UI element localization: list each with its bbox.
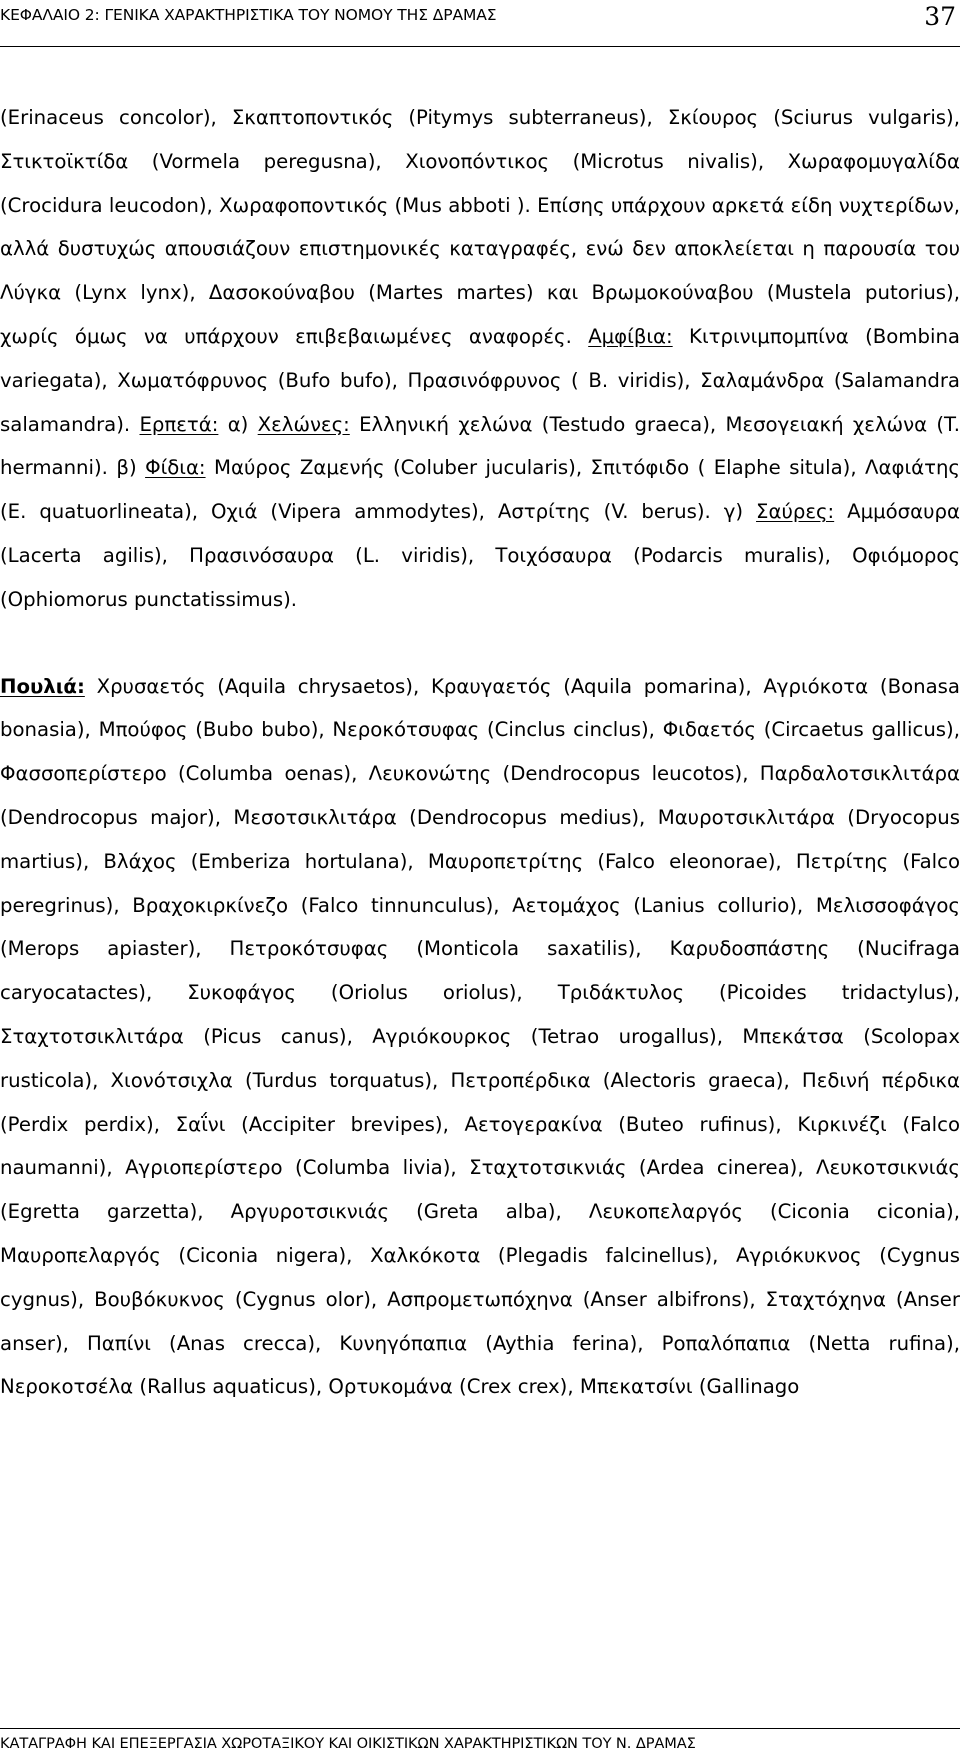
footer-title: ΚΑΤΑΓΡΑΦΗ ΚΑΙ ΕΠΕΞΕΡΓΑΣΙΑ ΧΩΡΟΤΑΞΙΚΟΥ ΚΑΙ ΟΙΚΙΣΤΙΚΩΝ ΧΑΡΑΚΤΗΡΙΣΤΙΚΩΝ ΤΟΥ Ν. ΔΡΑΜΑΣ (0, 1735, 696, 1752)
chapter-title: ΚΕΦΑΛΑΙΟ 2: ΓΕΝΙΚΑ ΧΑΡΑΚΤΗΡΙΣΤΙΚΑ ΤΟΥ ΝΟΜΟΥ ΤΗΣ ΔΡΑΜΑΣ (0, 6, 497, 24)
fauna-paragraph (0, 96, 960, 622)
page-header (0, 0, 960, 47)
reptiles-label: Ερπετά: (139, 412, 219, 436)
mammals-text: (Erinaceus concolor), Σκαπτοποντικός (Pitymys subterraneus), Σκίουρος (Sciurus vulgaris), Στικτοϊκτίδα (Vormela peregusna), Χιονοπόντικος (Microtus nivalis), Χωραφομυγαλίδα (Crocidura leucodon), Χωραφοποντικός (Mus abboti ). Επίσης υπάρχουν αρκετά είδη νυχτερίδων, αλλά δυστυχώς απουσιάζουν επιστημονικές καταγραφές, ενώ δεν αποκλείεται η παρουσία του Λύγκα (Lynx lynx), Δασοκούναβου (Martes martes) και Βρωμοκούναβου (Mustela putorius), χωρίς όμως να υπάρχουν επιβεβαιωμένες αναφορές. (0, 106, 960, 348)
lizards-label: Σαύρες: (756, 500, 835, 524)
lizards-text: Αμμόσαυρα (Lacerta agilis), Πρασινόσαυρα (L. viridis), Τοιχόσαυρα (Podarcis muralis), Οφιόμορος (Ophiomorus punctatissimus). (0, 500, 960, 611)
main-text (0, 96, 960, 1409)
turtles-text: Ελληνική χελώνα (Testudo graeca), Μεσογειακή χελώνα (T. hermanni). β) (0, 412, 960, 480)
turtles-label: Χελώνες: (257, 412, 350, 436)
birds-label: Πουλιά: (0, 674, 85, 698)
amphibians-text: Κιτρινιμπομπίνα (Bombina variegata), Χωματόφρυνος (Bufo bufo), Πρασινόφρυνος ( B. viridis), Σαλαμάνδρα (Salamandra salamandra). (0, 324, 960, 436)
snakes-text: Μαύρος Ζαμενής (Coluber jucularis), Σπιτόφιδο ( Elaphe situla), Λαφιάτης (E. quatuorlineata), Οχιά (Vipera ammodytes), Αστρίτης (V. berus). γ) (0, 456, 960, 524)
page-number: 37 (924, 2, 956, 31)
page-footer (0, 1728, 960, 1759)
paragraph-gap (0, 622, 960, 665)
snakes-label: Φίδια: (145, 456, 206, 480)
reptiles-marker-a: α) (218, 412, 258, 436)
birds-paragraph (0, 665, 960, 1410)
amphibians-label: Αμφίβια: (588, 324, 673, 348)
birds-text: Χρυσαετός (Aquila chrysaetos), Κραυγαετός (Aquila pomarina), Αγριόκοτα (Bonasa bonasia), Μπούφος (Bubo bubo), Νεροκότσυφας (Cinclus cinclus), Φιδαετός (Circaetus gallicus), Φασσοπερίστερο (Columba oenas), Λευκονώτης (Dendrocopus leucotos), Παρδαλοτσικλιτάρα (Dendrocopus major), Μεσοτσικλιτάρα (Dendrocopus medius), Μαυροτσικλιτάρα (Dryocopus martius), Βλάχος (Emberiza hortulana), Μαυροπετρίτης (Falco eleonorae), Πετρίτης (Falco peregrinus), Βραχοκιρκίνεζο (Falco tinnunculus), Αετομάχος (Lanius collurio), Μελισσοφάγος (Merops apiaster), Πετροκότσυφας (Monticola saxatilis), Καρυδοσπάστης (Nucifraga caryocatactes), Συκοφάγος (Oriolus oriolus), Τριδάκτυλος (Picoides tridactylus), Σταχτοτσικλιτάρα (Picus canus), Αγριόκουρκος (Tetrao urogallus), Μπεκάτσα (Scolopax rusticola), Χιονότσιχλα (Turdus torquatus), Πετροπέρδικα (Alectoris graeca), Πεδινή πέρδικα (Perdix perdix), Σαΐνι (Accipiter brevipes), Αετογερακίνα (Buteo rufinus), Κιρκινέζι (Falco naumanni), Αγριοπερίστερο (Columba livia), Σταχτοτσικνιάς (Ardea cinerea), Λευκοτσικνιάς (Egretta garzetta), Αργυροτσικνιάς (Greta alba), Λευκοπελαργός (Ciconia ciconia), Μαυροπελαργός (Ciconia nigera), Χαλκόκοτα (Plegadis falcinellus), Αγριόκυκνος (Cygnus cygnus), Βουβόκυκνος (Cygnus olor), Ασπρομετωπόχηνα (Anser albifrons), Σταχτόχηνα (Anser anser), Παπίνι (Anas crecca), Κυνηγόπαπια (Aythia ferina), Ροπαλόπαπια (Netta rufina), Νεροκοτσέλα (Rallus aquaticus), Ορτυκομάνα (Crex crex), Μπεκατσίνι (Gallinago (0, 674, 960, 1399)
